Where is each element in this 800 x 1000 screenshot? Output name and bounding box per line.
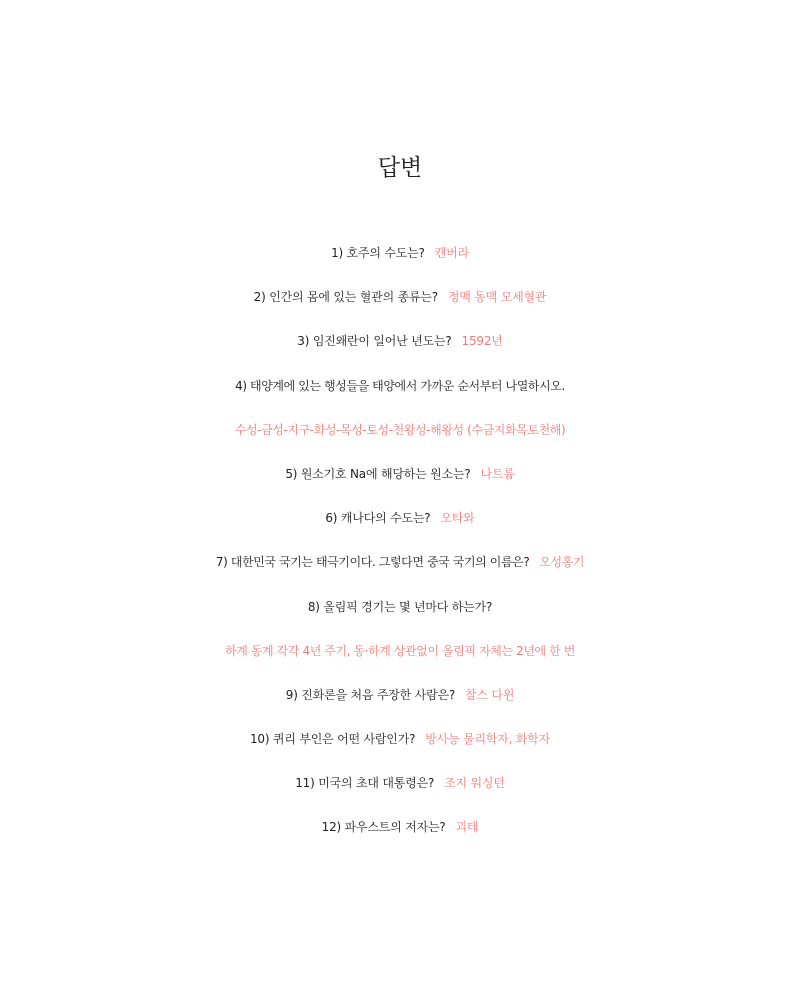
answer-text: 나트륨 [480,466,515,481]
question-text: 10) 퀴리 부인은 어떤 사람인가? [249,732,416,747]
question-text: 9) 진화론을 처음 주장한 사람은? [285,687,456,702]
qa-list [0,231,800,850]
question-text: 4) 태양계에 있는 행성들을 태양에서 가까운 순서부터 나열하시오. [235,378,565,393]
answer-text: 캔버라 [434,246,469,260]
answer-text: 괴테 [455,820,479,835]
question-text: 1) 호주의 수도는? [331,246,425,260]
answer-text: 하계 동계 각각 4년 주기, 동·하계 상관없이 올림픽 자체는 2년에 한 번 [225,643,575,658]
qa-line-2 [0,275,800,319]
qa-line-4-answer [0,408,800,452]
qa-line-8 [0,585,800,629]
answer-text: 수성-금성-지구-화성-목성-토성-천왕성-해왕성 (수금지화목토천해) [234,422,566,437]
question-text: 12) 파우스트의 저자는? [321,820,446,835]
qa-line-6 [0,496,800,540]
answer-text: 정맥 동맥 모세혈관 [447,290,547,305]
qa-line-9 [0,673,800,717]
qa-line-12 [0,805,800,849]
answer-text: 조지 워싱턴 [444,776,505,791]
question-text: 5) 원소기호 Na에 해당하는 원소는? [285,466,471,481]
page-title: 답변 [377,155,423,181]
question-text: 3) 임진왜란이 일어난 년도는? [297,334,452,349]
qa-line-10 [0,717,800,761]
qa-line-1 [0,231,800,275]
answer-text: 찰스 다윈 [465,687,515,702]
qa-line-8-answer [0,629,800,673]
question-text: 6) 캐나다의 수도는? [325,511,431,526]
qa-line-5 [0,452,800,496]
qa-line-11 [0,761,800,805]
qa-line-7 [0,540,800,584]
answer-text: 방사능 물리학자, 화학자 [425,732,551,747]
qa-line-4 [0,364,800,408]
question-text: 7) 대한민국 국기는 태극기이다. 그렇다면 중국 국기의 이름은? [215,555,530,570]
question-text: 11) 미국의 초대 대통령은? [295,776,435,791]
question-text: 8) 올림픽 경기는 몇 년마다 하는가? [307,599,493,614]
answer-text: 오타와 [440,511,475,526]
question-text: 2) 인간의 몸에 있는 혈관의 종류는? [253,290,438,305]
answer-text: 1592년 [461,334,503,349]
answer-text: 오성홍기 [539,555,585,570]
qa-line-3 [0,319,800,363]
